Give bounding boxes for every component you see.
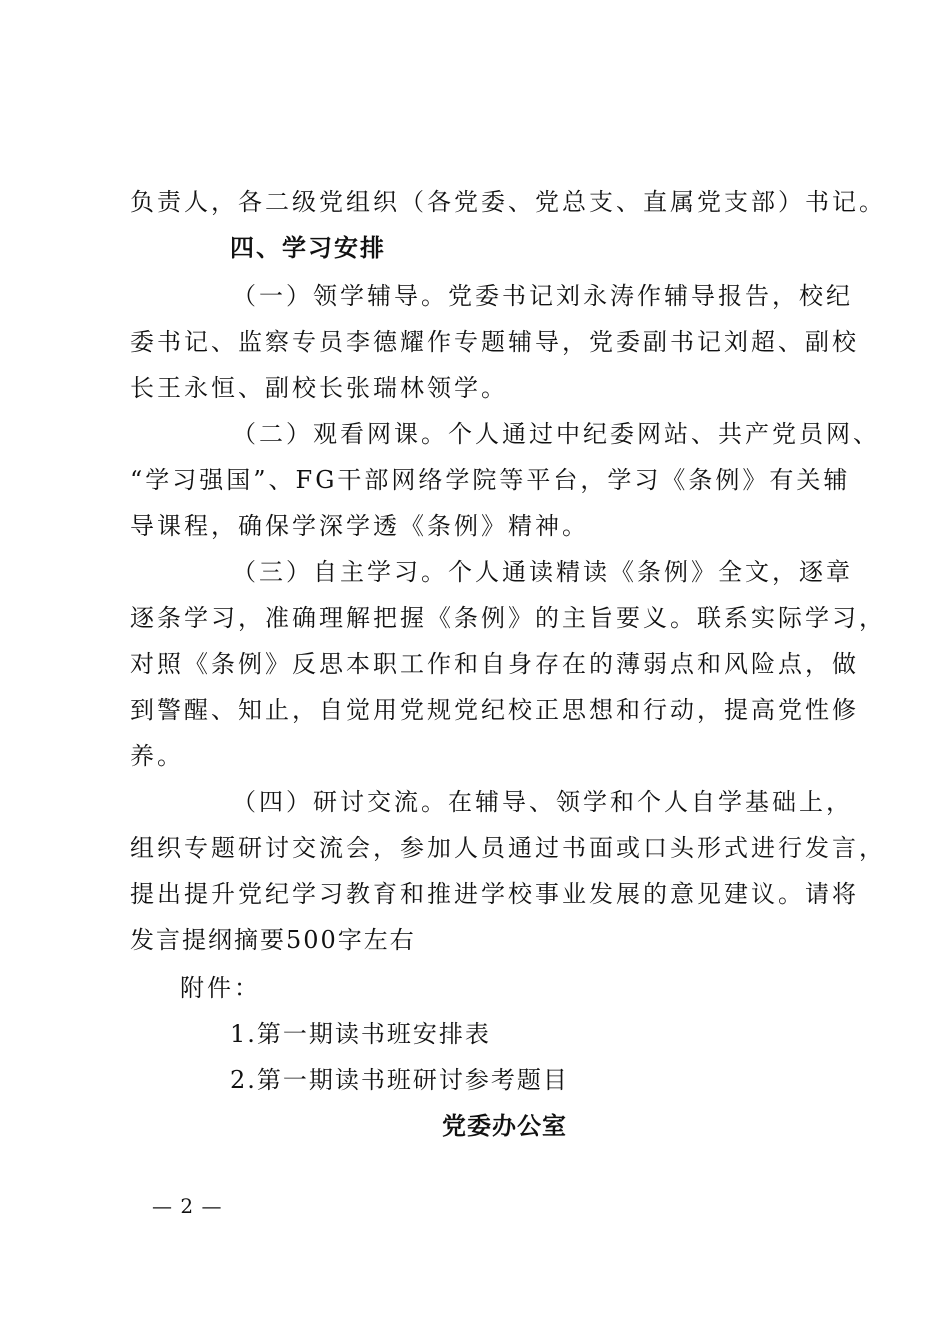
item-1-lead: （一）领学辅导。 <box>232 282 448 310</box>
attachments-label: 附件： <box>180 974 261 1002</box>
item-2-line-2: “学习强国”、FG干部网络学院等平台，学习《条例》有关辅 <box>130 466 851 494</box>
item-3-text-1: 个人通读精读《条例》全文，逐章 <box>448 558 853 586</box>
item-4-line-4: 发言提纲摘要500字左右 <box>130 926 416 954</box>
item-2-line-3: 导课程，确保学深学透《条例》精神。 <box>130 512 589 540</box>
item-3-first-line <box>0 556 950 588</box>
page-number: — 2 — <box>152 1194 223 1218</box>
intro-tail-line: 负责人，各二级党组织（各党委、党总支、直属党支部）书记。 <box>130 188 886 216</box>
item-1-first-line <box>0 280 950 312</box>
issuer-name: 党委办公室 <box>442 1111 567 1140</box>
item-4-text-1: 在辅导、领学和个人自学基础上， <box>448 788 853 816</box>
item-1-line-3: 长王永恒、副校长张瑞林领学。 <box>130 374 508 402</box>
item-3-line-2: 逐条学习，准确理解把握《条例》的主旨要义。联系实际学习， <box>130 604 886 632</box>
item-2-first-line <box>0 418 950 450</box>
item-2-text-1: 个人通过中纪委网站、共产党员网、 <box>448 420 880 448</box>
item-3-line-3: 对照《条例》反思本职工作和自身存在的薄弱点和风险点，做 <box>130 650 859 678</box>
attachment-item-1: 1.第一期读书班安排表 <box>230 1020 491 1048</box>
attachment-item-2: 2.第一期读书班研讨参考题目 <box>230 1066 569 1094</box>
item-4-first-line <box>0 786 950 818</box>
item-4-line-2: 组织专题研讨交流会，参加人员通过书面或口头形式进行发言， <box>130 834 886 862</box>
item-4-line-3: 提出提升党纪学习教育和推进学校事业发展的意见建议。请将 <box>130 880 859 908</box>
item-3-line-5: 养。 <box>130 742 184 770</box>
item-3-lead: （三）自主学习。 <box>232 558 448 586</box>
item-4-lead: （四）研讨交流。 <box>232 788 448 816</box>
item-1-line-2: 委书记、监察专员李德耀作专题辅导，党委副书记刘超、副校 <box>130 328 859 356</box>
section-heading: 四、学习安排 <box>230 234 386 262</box>
item-1-text-1: 党委书记刘永涛作辅导报告，校纪 <box>448 282 853 310</box>
item-2-lead: （二）观看网课。 <box>232 420 448 448</box>
item-3-line-4: 到警醒、知止，自觉用党规党纪校正思想和行动，提高党性修 <box>130 696 859 724</box>
